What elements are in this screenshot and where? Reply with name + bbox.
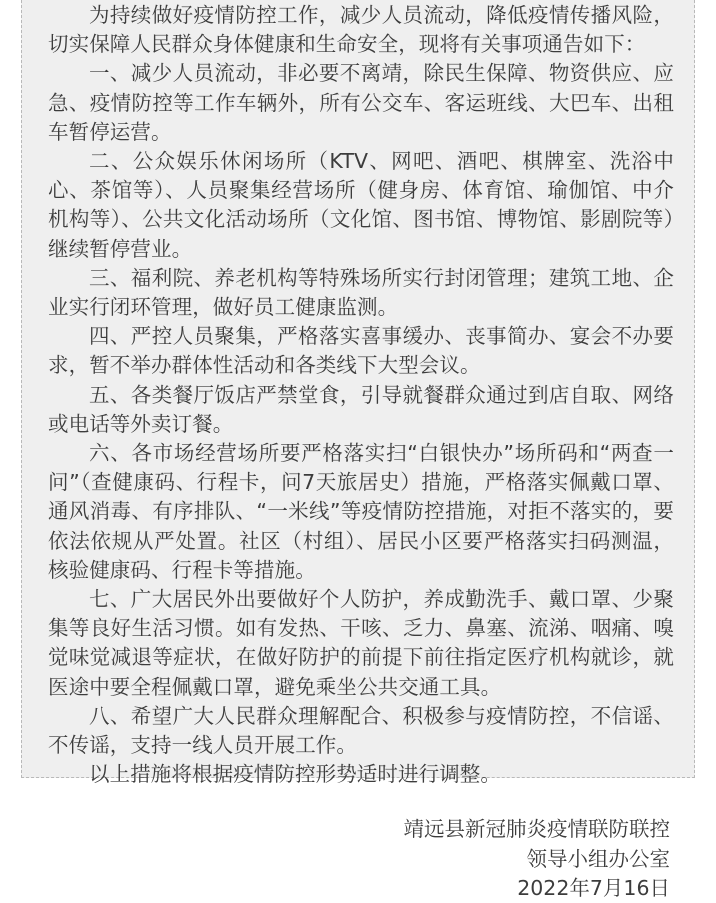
signature-block — [48, 815, 674, 903]
signature-organization-line-1: 靖远县新冠肺炎疫情联防联控 — [403, 817, 670, 842]
notice-paragraph-item-7: 七、广大居民外出要做好个人防护，养成勤洗手、戴口罩、少聚集等良好生活习惯。如有发热、干咳、乏力、鼻塞、流涕、咽痛、嗅觉味觉减退等症状，在做好防护的前提下前往指定医疗机构就诊，就医途中要全程佩戴口罩，避免乘坐公共交通工具。 — [48, 587, 674, 699]
notice-panel — [21, 0, 695, 900]
notice-paragraph-item-4: 四、严控人员聚集，严格落实喜事缓办、丧事简办、宴会不办要求，暂不举办群体性活动和各类线下大型会议。 — [48, 324, 674, 378]
signature-organization-line-2: 领导小组办公室 — [526, 846, 670, 871]
notice-paragraph-item-3: 三、福利院、养老机构等特殊场所实行封闭管理；建筑工地、企业实行闭环管理，做好员工健康监测。 — [48, 265, 674, 320]
notice-paragraph-item-6: 六、各市场经营场所要严格落实扫“白银快办”场所码和“两查一问”（查健康码、行程卡，问7天旅居史）措施，严格落实佩戴口罩、通风消毒、有序排队、“一米线”等疫情防控措施，对拒不落实的，要依法依规从严处置。社区（村组）、居民小区要严格落实扫码测温，核验健康码、行程卡等措施。 — [48, 441, 674, 582]
notice-paragraph-closing: 以上措施将根据疫情防控形势适时进行调整。 — [89, 762, 501, 787]
notice-paragraph-item-8: 八、希望广大人民群众理解配合、积极参与疫情防控，不信谣、不传谣，支持一线人员开展工作。 — [48, 703, 674, 758]
notice-paragraph-item-2: 二、公众娱乐休闲场所（KTV、网吧、酒吧、棋牌室、洗浴中心、茶馆等）、人员聚集经营场所（健身房、体育馆、瑜伽馆、中介机构等）、公共文化活动场所（文化馆、图书馆、博物馆、影剧院等）继续暂停营业。 — [48, 149, 674, 261]
notice-body — [48, 1, 674, 903]
notice-paragraph-item-5: 五、各类餐厅饭店严禁堂食，引导就餐群众通过到店自取、网络或电话等外卖订餐。 — [48, 382, 674, 436]
notice-paragraph-intro: 为持续做好疫情防控工作，减少人员流动，降低疫情传播风险，切实保障人民群众身体健康和生命安全，现将有关事项通告如下： — [48, 3, 674, 57]
notice-paragraph-item-1: 一、减少人员流动，非必要不离靖，除民生保障、物资供应、应急、疫情防控等工作车辆外，所有公交车、客运班线、大巴车、出租车暂停运营。 — [48, 61, 674, 144]
signature-date: 2022年7月16日 — [517, 875, 670, 900]
